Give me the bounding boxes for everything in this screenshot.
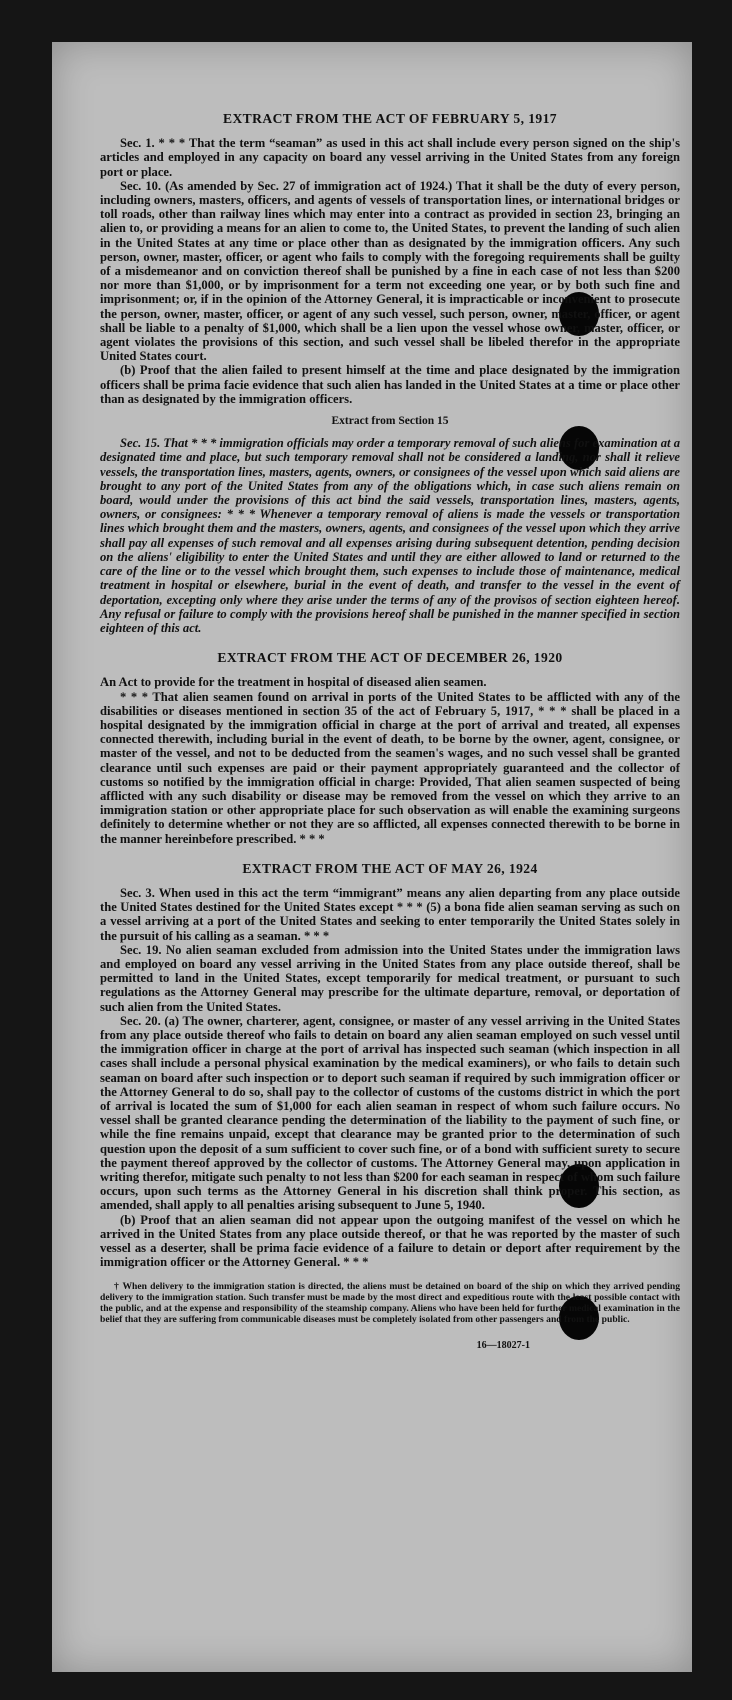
section-15: Sec. 15. That * * * immigration officials may order a temporary removal of such aliens for examination at a designated time and place, but such temporary removal shall not be considered a landing, nor shall it relieve vessels, the transportation lines, masters, agents, owners, or consignees of the vessel upon which said aliens are brought to any port of the United States from any of the obligations which, in case such aliens remain on board, would under the provisions of this act bind the said vessels, transportation lines, masters, agents, owners, or consignees: * * * Whenever a temporary removal of aliens is made the vessels or transportation lines which brought them and the masters, owners, agents, and consignees of the vessel upon which they arrive shall pay all expenses of such removal and all expenses arising during subsequent detention, pending decision on the aliens' eligibility to enter the United States and until they are either allowed to land or returned to the care of the line or to the vessel which brought them, such expenses to include those of maintenance, medical treatment in hospital or elsewhere, burial in the event of death, and transfer to the vessel in the event of deportation, excepting only where they arise under the terms of any of the provisos of section eighteen hereof. Any refusal or failure to comply with the provisions hereof shall be punished in the manner specified in section eighteen of this act. (100, 436, 680, 635)
section-10: Sec. 10. (As amended by Sec. 27 of immigration act of 1924.) That it shall be the duty of every person, including owners, masters, officers, and agents of vessels of transportation lines, or international bridges or toll roads, other than railway lines which may enter into a contract as provided in section 23, bringing an alien to, or providing a means for an alien to come to, the United States, to prevent the landing of such alien in the United States at any time or place other than as designated by the immigration officers. Any such person, owner, master, officer, or agent who fails to comply with the foregoing requirements shall be guilty of a misdemeanor and on conviction thereof shall be punished by a fine in each case of not less than $200 nor more than $1,000, or by imprisonment for a term not exceeding one year, or by both such fine and imprisonment; or, if in the opinion of the Attorney General, it is impracticable or inconvenient to prosecute the person, owner, master, officer, or agent of any such vessel, such person, owner, master, officer, or agent shall be liable to a penalty of $1,000, which shall be a lien upon the vessel whose owner, master, officer, or agent violates the provisions of this section, and such vessel shall be libeled therefor in the appropriate United States court. (100, 178, 680, 364)
section-20: Sec. 20. (a) The owner, charterer, agent, consignee, or master of any vessel arriving in the United States from any place outside thereof who fails to detain on board any alien seaman employed on such vessel until the immigration officer in charge at the port of arrival has inspected such seaman (which inspection in all cases shall include a personal physical examination by the medical examiners), or who fails to detain such seaman on board after such inspection or to deport such seaman if required by such immigration officer or the Attorney General to do so, shall pay to the collector of customs of the customs district in which the port of arrival is located the sum of $1,000 for each alien seaman in respect of whom such failure occurs. No vessel shall be granted clearance pending the determination of the liability to the payment of such fine, or while the fine remains unpaid, except that clearance may be granted prior to the determination of such question upon the deposit of a sum sufficient to cover such fine, or of a bond with sufficient surety to secure the payment thereof approved by the collector of customs. The Attorney General may, upon application in writing therefor, mitigate such penalty to not less than $200 for each seaman in respect of whom such failure occurs, upon such terms as the Attorney General in his discretion shall think proper. This section, as amended, shall apply to all penalties arising subsequent to June 5, 1940. (100, 1013, 680, 1213)
heading-act-1917: EXTRACT FROM THE ACT OF FEBRUARY 5, 1917 (223, 111, 557, 126)
act-1920-body: * * * That alien seamen found on arrival in ports of the United States to be afflicted with any of the disabilities or diseases mentioned in section 35 of the act of February 5, 1917, * * * shall be placed in a hospital designated by the immigration official in charge at the port of arrival and treated, all expenses connected therewith, including burial in the event of death, to be borne by the owner, agent, consignee, or master of the vessel, and not to be deducted from the seamen's wages, and no such vessel shall be granted clearance until such expenses are paid or their payment appropriately guaranteed and the collector of customs so notified by the immigration official in charge: Provided, That alien seamen suspected of being afflicted with any such disability or disease may be removed from the vessel on which they arrive to an immigration station or other appropriate place for such observation as will enable the examining surgeons definitely to determine whether or not they are so afflicted, all expenses connected therewith to be borne in the manner hereinbefore prescribed. * * * (100, 689, 680, 846)
document-page (52, 42, 692, 1672)
heading-act-1920: EXTRACT FROM THE ACT OF DECEMBER 26, 1920 (217, 650, 563, 666)
heading-act-1924: EXTRACT FROM THE ACT OF MAY 26, 1924 (242, 860, 538, 876)
document-body (100, 112, 680, 1354)
act-1920-title: An Act to provide for the treatment in hospital of diseased alien seamen. (100, 675, 487, 690)
subheading-section-15: Extract from Section 15 (331, 415, 449, 428)
section-20-b: (b) Proof that an alien seaman did not appear upon the outgoing manifest of the vessel on which he arrived in the United States from any place outside thereof, or that he was reported by the master of such vessel as a deserter, shall be prima facie evidence of a failure to detain or deport after requirement by the immigration officer or the Attorney General. * * * (100, 1212, 680, 1270)
section-3: Sec. 3. When used in this act the term “immigrant” means any alien departing from any place outside the United States destined for the United States except * * * (5) a bona fide alien seaman serving as such on a vessel arriving at a port of the United States and seeking to enter temporarily the United States solely in the pursuit of his calling as a seaman. * * * (100, 885, 680, 943)
footnote: † When delivery to the immigration station is directed, the aliens must be detained on board of the ship on which they arrived pending delivery to the immigration station. Such transfer must be made by the most direct and expeditious route with the least possible contact with the public, and at the expense and responsibility of the steamship company. Aliens who have been held for further medical examination in the belief that they are suffering from communicable diseases must be completely isolated from other passengers and from the public. (100, 1281, 680, 1326)
section-10-b: (b) Proof that the alien failed to present himself at the time and place designated by the immigration officers shall be prima facie evidence that such alien has landed in the United States at a time or place other than as designated by the immigration officers. (100, 363, 680, 406)
form-number: 16—18027-1 (476, 1340, 530, 1352)
section-19: Sec. 19. No alien seaman excluded from admission into the United States under the immigration laws and employed on board any vessel arriving in the United States from any place outside thereof, shall be permitted to land in the United States, except temporarily for medical treatment, or pursuant to such regulations as the Attorney General may prescribe for the ultimate departure, removal, or deportation of such alien from the United States. (100, 942, 680, 1014)
section-1: Sec. 1. * * * That the term “seaman” as used in this act shall include every person signed on the ship's articles and employed in any capacity on board any vessel arriving in the United States from any foreign port or place. (100, 136, 680, 179)
